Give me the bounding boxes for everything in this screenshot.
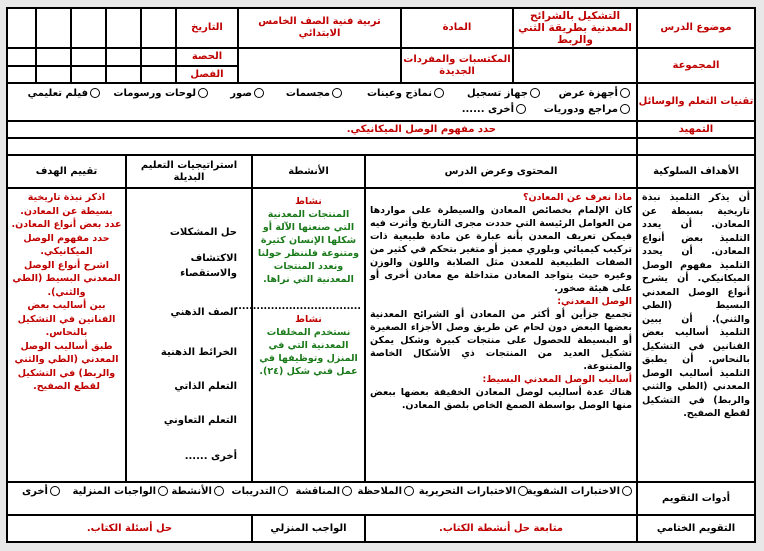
vocab-value[interactable]	[238, 48, 401, 83]
radio-circle-icon[interactable]	[278, 486, 288, 496]
spacer-cell	[7, 138, 637, 155]
assessment-option[interactable]: أخرى	[22, 486, 60, 498]
content-paragraph: كان الإلمام بخصائص المعادن والسيطرة على مواردها من العوامل الرئيسة التي حددت مجرى التاريخ وأثرت فيه فيمكن تعريف المعدن بأنه عبارة عن مادة طبيعية ذات تركيب كيميائي وبلوري مميز أو متغير بتحكم في كثير من الصفات الطبيعية للمعدن مثل الصلابة واللون والوزن وغيره حيث يتواجد المعادن متداخلة مع معادن أخرى أو على هيئة صخور.	[370, 205, 632, 294]
intro-label: التمهيد	[637, 121, 755, 138]
intro-text: حدد مفهوم الوصل الميكانيكي.	[7, 121, 637, 138]
objectives-text: أن يذكر التلميذ نبذة تاريخية بسيطة عن المعادن. أن يعدد التلميذ بعض أنواع المعادن. أن يحدد التلميذ مفهوم الوصل الميكانيكي. أن يشرح أنواع الوصل المعدني البسيط (الطي والثني). أن يبين التلميذ أساليب بعض الفنانين في التشكيل بالنحاس. أن يطبق التلميذ أساليب الوصل المعدني (الطي والثني والربط) في التشكيل لقطع الصفيح.	[637, 188, 755, 482]
tools-options	[7, 83, 637, 121]
date-label: التاريخ	[176, 8, 238, 48]
group-value[interactable]	[513, 48, 637, 83]
period-cell[interactable]	[106, 48, 141, 66]
assessment-option[interactable]: المناقشة	[295, 486, 352, 498]
radio-circle-icon[interactable]	[530, 88, 540, 98]
strategy-item: التعلم التعاوني	[163, 415, 237, 426]
col-header-strategies: استراتيجيات التعليم البديلة	[126, 155, 252, 188]
period-cell[interactable]	[141, 48, 176, 66]
homework-label: الواجب المنزلي	[252, 515, 365, 542]
col-header-content: المحتوى وعرض الدرس	[365, 155, 637, 188]
strategy-item: أخرى ......	[184, 451, 237, 462]
lesson-plan-sheet	[6, 7, 756, 543]
date-cell[interactable]	[7, 8, 36, 48]
strategy-item: حل المشكلات	[169, 227, 237, 238]
assessment-options	[7, 482, 637, 515]
assessment-option[interactable]: الاختبارات التحريرية	[419, 486, 528, 498]
assessment-label: أدوات التقويم	[637, 482, 755, 515]
evaluation-item: حدد مفهوم الوصل الميكانيكي.	[23, 232, 110, 257]
strategy-item: التعلم الذاتي	[174, 381, 237, 392]
period-cell[interactable]	[7, 48, 36, 66]
content-paragraph: هناك عدة أساليب لوصل المعادن الخفيفة بعضها ببعض منها الوصل بواسطة الصمغ الخاص بلصق المعادن.	[370, 387, 632, 411]
activities-cell	[234, 188, 365, 482]
tool-option[interactable]: لوحات ورسومات	[113, 88, 208, 100]
subject-value: تربية فنية الصف الخامس الابتدائي	[238, 8, 401, 48]
date-cell[interactable]	[36, 8, 71, 48]
strategies-cell	[126, 188, 252, 482]
final-evaluation-label: التقويم الختامي	[637, 515, 755, 542]
radio-circle-icon[interactable]	[90, 88, 100, 98]
lesson-topic-value: التشكيل بالشرائح المعدنية بطريقة الثني والربط	[513, 8, 637, 48]
spacer-cell	[637, 138, 755, 155]
period-label: الحصة	[176, 48, 238, 66]
class-cell[interactable]	[141, 66, 176, 83]
assessment-option[interactable]: الأنشطة	[171, 486, 224, 498]
tools-label: تقنيات التعلم والوسائل	[637, 83, 755, 121]
radio-circle-icon[interactable]	[332, 88, 342, 98]
assessment-option[interactable]: التدريبات	[232, 486, 288, 498]
radio-circle-icon[interactable]	[254, 88, 264, 98]
date-cell[interactable]	[106, 8, 141, 48]
radio-circle-icon[interactable]	[404, 486, 414, 496]
class-cell[interactable]	[7, 66, 36, 83]
tool-option[interactable]: فيلم تعليمي	[28, 88, 100, 100]
lesson-topic-label: موضوع الدرس	[637, 8, 755, 48]
tool-option[interactable]: مجسمات	[286, 88, 342, 100]
col-header-activities: الأنشطة	[252, 155, 365, 188]
period-cell[interactable]	[36, 48, 71, 66]
final-evaluation-text: متابعة حل أنشطة الكتاب.	[365, 515, 637, 542]
evaluation-item: بين أساليب بعض الفنانين في التشكيل بالنحاس.	[17, 300, 116, 338]
tool-option[interactable]: مراجع ودوريات	[544, 104, 630, 116]
tool-option[interactable]: جهاز تسجيل	[467, 88, 540, 100]
activity-title: نشاط	[295, 196, 322, 207]
period-cell[interactable]	[71, 48, 106, 66]
class-label: الفصل	[176, 66, 238, 83]
group-label: المجموعة	[637, 48, 755, 83]
activity-dots: ...................................	[234, 301, 361, 312]
date-cell[interactable]	[71, 8, 106, 48]
activity-text: المنتجات المعدنية التي صنعتها الآلة أو شكلها الإنسان كثيرة ومتنوعة فلننظر حولنا ونعدد المنتجات المعدنية التي نراها.	[257, 209, 360, 285]
tool-option[interactable]: صور	[230, 88, 264, 100]
tool-option[interactable]: أجهزة عرض	[559, 88, 630, 100]
activity-text: نستخدم المخلفات المعدنية التي في المنزل وتوظيفها في عمل فني شكل (٢٤).	[259, 327, 358, 377]
activity-title: نشاط	[295, 314, 322, 325]
assessment-option[interactable]: الملاحظة	[358, 486, 415, 498]
radio-circle-icon[interactable]	[434, 88, 444, 98]
tool-option[interactable]: نماذج وعينات	[367, 88, 444, 100]
assessment-option[interactable]: الواجبات المنزلية	[72, 486, 168, 498]
tool-option[interactable]: أخرى ......	[462, 104, 526, 116]
radio-circle-icon[interactable]	[158, 486, 168, 496]
content-heading: الوصل المعدني:	[557, 296, 632, 307]
evaluation-item: اشرح أنواع الوصل المعدني البسيط (الطي والثني).	[12, 259, 121, 298]
radio-circle-icon[interactable]	[620, 104, 630, 114]
radio-circle-icon[interactable]	[198, 88, 208, 98]
content-heading: أساليب الوصل المعدني البسيط:	[482, 374, 632, 385]
evaluation-item: طبق أساليب الوصل المعدني (الطي والثني والربط) في التشكيل لقطع الصفيح.	[14, 340, 119, 392]
radio-circle-icon[interactable]	[342, 486, 352, 496]
assessment-option[interactable]: الاختبارات الشفوية	[527, 486, 632, 498]
radio-circle-icon[interactable]	[516, 104, 526, 114]
radio-circle-icon[interactable]	[50, 486, 60, 496]
subject-label: المادة	[401, 8, 513, 48]
homework-text: حل أسئلة الكتاب.	[7, 515, 252, 542]
evaluation-item: عدد بعض أنواع المعادن.	[11, 219, 122, 230]
radio-circle-icon[interactable]	[214, 486, 224, 496]
col-header-objectives: الأهداف السلوكية	[637, 155, 755, 188]
strategy-item: الاكتشاف والاستقصاء	[180, 253, 237, 279]
class-cell[interactable]	[71, 66, 106, 83]
strategy-item: الصف الذهني	[170, 307, 237, 318]
col-header-evaluation: تقييم الهدف	[7, 155, 126, 188]
strategy-item: الخرائط الذهنية	[160, 347, 237, 358]
date-cell[interactable]	[141, 8, 176, 48]
radio-circle-icon[interactable]	[518, 486, 528, 496]
evaluation-item: اذكر نبذة تاريخية بسيطة عن المعادن.	[20, 192, 113, 217]
content-cell	[365, 188, 637, 482]
content-heading: ماذا نعرف عن المعادن؟	[522, 192, 632, 203]
class-cell[interactable]	[36, 66, 71, 83]
vocab-label: المكتسبات والمفردات الجديدة	[401, 48, 513, 83]
radio-circle-icon[interactable]	[622, 486, 632, 496]
content-paragraph: تجميع جزأين أو أكثر من المعادن أو الشرائح المعدنية بعضها البعض دون لحام عن طريق وصل الأجزاء الصغيرة أو البسيطة للحصول على منتجات كبيرة وشكل يمكن تشكيل العديد من المنتجات ذي الأشكال الخاصة والمتنوعة.	[370, 309, 632, 372]
evaluation-cell	[7, 188, 126, 482]
radio-circle-icon[interactable]	[620, 88, 630, 98]
class-cell[interactable]	[106, 66, 141, 83]
